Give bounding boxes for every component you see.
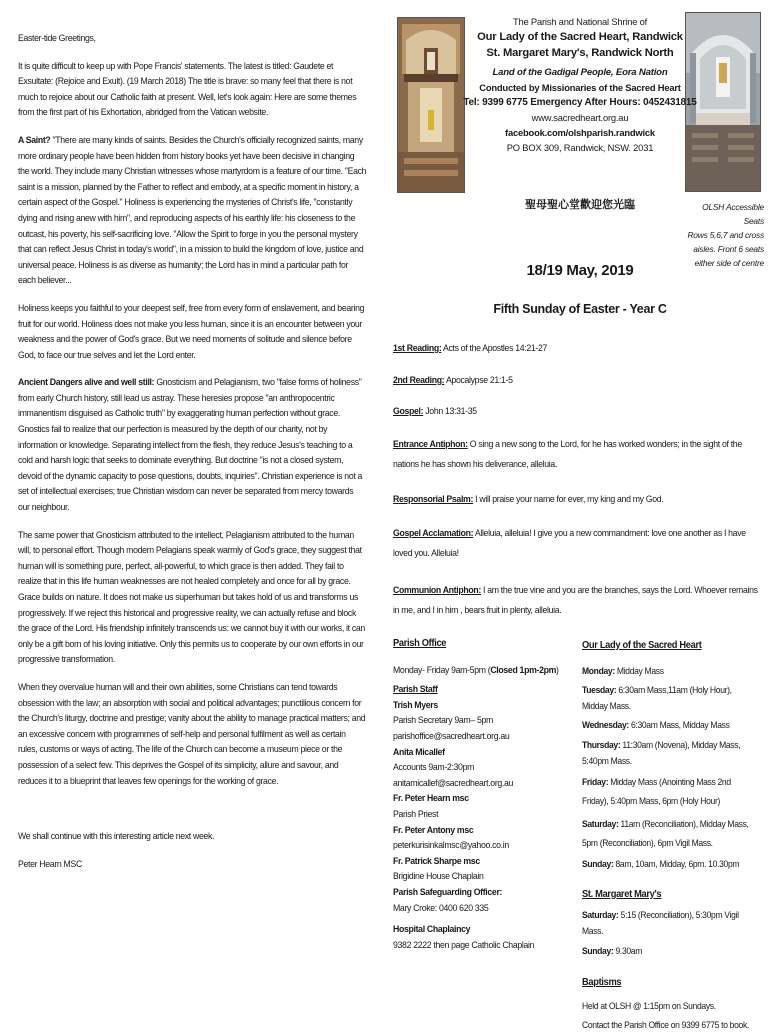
mass-detail: 9.30am [613, 945, 643, 956]
reading-label: Gospel: [393, 405, 424, 417]
office-hours-closed: Closed 1pm-2pm [490, 663, 557, 675]
staff-name: Anita Micallef [393, 745, 445, 757]
staff-name: Fr. Peter Antony msc [393, 823, 474, 835]
reading-label: Communion Antiphon: [393, 584, 481, 596]
mass-detail: 11am (Reconciliation), Midday Mass, 5pm (Reconciliation), 6pm Vigil Mass. [582, 819, 749, 849]
mass-time-row [582, 738, 751, 769]
mass-day: Tuesday: [582, 685, 617, 696]
accessible-line-1: OLSH Accessible Seats [702, 202, 764, 226]
saint-paragraph [18, 132, 367, 288]
reading-text: O sing a new song to the Lord, for he has worked wonders; in the sight of the nations he has shown his deliverance, alleluia. [393, 437, 742, 469]
power-paragraph: The same power that Gnosticism attributed to the intellect, Pelagianism attributed to the human will, to personal effort. Though modern Pelagians speak warmly of God's grace, they suggest that human will is something pure, perfect, all-powerful, to which grace is then added. They fail to realize that in this life human weaknesses are not healed completely and once for all by grace. Grace builds on nature. It does not make us superhuman but takes hold of us and transforms us progressively. If we reject this historical and progressive reality, we can actually refuse and block the grace of the Lord. His friendship infinitely transcends us: we cannot buy it with our works, it can only be a gift born of his loving initiative. Only this permits us to cooperate by our own efforts in our progressive transformation. [18, 528, 365, 665]
reading-text: Apocalypse 21:1-5 [444, 373, 513, 385]
mass-detail: 5:15 (Reconciliation), 5:30pm Vigil Mass. [582, 910, 739, 936]
staff-name: Trish Myers [393, 698, 438, 710]
mass-times-section [582, 638, 751, 1034]
mass-time-row [582, 718, 751, 734]
reading-text: Acts of the Apostles 14:21-27 [441, 342, 548, 353]
parish-header [455, 14, 705, 155]
header-smm: St. Margaret Mary's, Randwick North [486, 47, 674, 59]
intro-paragraph: It is quite difficult to keep up with Pope Francis' statements. The latest is titled: Gaudete et Exsultate: (Rejoice and Exult). (19 March 2018) The title is brave: so many feel that there is not much to rejoice about our Catholic faith at present. Well, let's look again: Here are some themes from the first part of his Exhortation, abridged from the Vatican website. [18, 59, 357, 118]
mass-day: Saturday: [582, 910, 619, 921]
mass-time-row [582, 857, 751, 873]
header-line-shrine: The Parish and National Shrine of [512, 16, 648, 27]
office-hours-suffix: ) [556, 663, 559, 675]
reading-label: Gospel Acclamation: [393, 527, 474, 539]
mass-day: Friday: [582, 777, 609, 788]
accessible-line-2: Rows 5,6,7 and cross [687, 230, 764, 240]
reading-item [393, 491, 760, 507]
bulletin-date: 18/19 May, 2019 [526, 262, 634, 279]
mass-detail: 11:30am (Novena), Midday Mass, 5:40pm Mass. [582, 739, 741, 766]
staff-entry [393, 697, 560, 744]
reading-label: 2nd Reading: [393, 373, 445, 385]
greeting: Easter-tide Greetings, [18, 32, 96, 43]
readings-list [393, 340, 760, 633]
reading-label: 1st Reading: [393, 342, 442, 353]
staff-entry [393, 822, 560, 853]
mass-detail: 6:30am Mass,11am (Holy Hour), Midday Mass. [582, 685, 732, 711]
header-pobox: PO BOX 309, Randwick, NSW. 2031 [506, 142, 654, 153]
mass-detail: Midday Mass (Anointing Mass 2nd Friday), 5:40pm Mass, 6pm (Holy Hour) [582, 777, 731, 807]
staff-detail: Parish Priest [393, 807, 439, 819]
reading-text: I will praise your name for ever, my king and my God. [473, 492, 664, 504]
reading-item [393, 372, 760, 388]
staff-detail: Brigidine House Chaplain [393, 870, 484, 882]
chinese-welcome: 聖母聖心堂歡迎您光臨 [525, 198, 635, 211]
reading-item [393, 434, 760, 474]
staff-entry [393, 853, 560, 884]
continue-note: We shall continue with this interesting article next week. [18, 830, 215, 842]
staff-detail: Parish Secretary 9am– 5pm [393, 714, 493, 726]
staff-entry [393, 884, 560, 915]
header-land: Land of the Gadigal People, Eora Nation [492, 67, 668, 78]
signoff: Peter Hearn MSC [18, 857, 82, 869]
accessible-seats-note [680, 200, 764, 270]
dangers-heading: Ancient Dangers alive and well still: [18, 376, 155, 388]
mass-day: Sunday: [582, 945, 614, 956]
accessible-line-4: either side of centre [694, 258, 764, 268]
baptisms-heading: Baptisms [582, 977, 622, 989]
staff-name: Parish Safeguarding Officer: [393, 885, 503, 897]
parish-office-section [393, 636, 560, 952]
staff-email[interactable]: parishoffice@sacredheart.org.au [393, 729, 510, 741]
mass-day: Thursday: [582, 739, 621, 750]
facebook-link[interactable]: facebook.com/olshparish.randwick [505, 127, 655, 138]
staff-detail: Mary Croke: 0400 620 335 [393, 901, 489, 913]
olsh-mass-heading: Our Lady of the Sacred Heart [582, 640, 702, 651]
mass-detail: 6:30am Mass, Midday Mass [628, 720, 730, 731]
mass-time-row [582, 773, 751, 811]
header-olsh: Our Lady of the Sacred Heart, Randwick [477, 31, 683, 43]
reading-item [393, 403, 760, 419]
baptisms-line-1: Held at OLSH @ 1:15pm on Sundays. [582, 1000, 716, 1011]
dangers-text: Gnosticism and Pelagianism, two "false forms of holiness" from early Church history, still lead us astray. These heresies propose "an anthropocentric immanentism disguised as Catholic truth" by exaggerating human perfection without grace. Gnostics fail to realize that our perfection is measured by the depth of our charity, not by information or knowledge. Separating intellect from the flesh, they reduce Jesus's teaching to a cold and harsh logic that seeks to dominate everything. But doctrine "is not a closed system, devoid of the dynamic capacity to pose questions, doubts, inquiries". Christian experience is not a set of intellectual exercises; true Christian wisdom can never be separated from mercy towards our neighbour. [18, 376, 363, 513]
staff-email[interactable]: peterkurisinkalmsc@yahoo.co.in [393, 839, 509, 851]
saint-heading: A Saint? [18, 133, 51, 145]
accessible-line-3: aisles. Front 6 seats [693, 244, 764, 254]
mass-detail: 8am, 10am, Midday, 6pm. 10.30pm [613, 859, 740, 870]
staff-detail: Accounts 9am-2:30pm [393, 761, 475, 773]
mass-detail: Midday Mass [614, 665, 664, 676]
office-hours [393, 662, 560, 678]
mass-time-row [582, 683, 751, 714]
mass-time-row [582, 944, 751, 960]
reading-item [393, 523, 760, 563]
baptisms-line-2: Contact the Parish Office on 9399 6775 to book. [582, 1020, 749, 1031]
smm-mass-heading: St. Margaret Mary's [582, 888, 662, 900]
hospital-chaplaincy-heading: Hospital Chaplaincy [393, 923, 471, 935]
mass-time-row [582, 664, 751, 680]
mass-day: Sunday: [582, 859, 614, 870]
reading-item [393, 580, 760, 620]
reading-text: I am the true vine and you are the branches, says the Lord. Whoever remains in me, and I in him , bears fruit in plenty, alleluia. [393, 584, 758, 616]
liturgical-sunday: Fifth Sunday of Easter - Year C [493, 302, 667, 316]
parish-staff-heading: Parish Staff [393, 683, 438, 695]
staff-entry [393, 744, 560, 791]
staff-name: Fr. Peter Hearn msc [393, 792, 469, 804]
saint-text: "There are many kinds of saints. Besides the Church's officially recognized saints, many more ordinary people have been hidden from history books yet have been decisive in changing the world. They include many Christian witnesses whose martyrdom is a feature of our time. "Each saint is a mission, planned by the Father to reflect and embody, at a specific moment in history, a certain aspect of the Gospel." Holiness is experiencing the mysteries of Christ's life, "constantly dying and rising anew with him", and reproducing aspects of his earthly life: his closeness to the outcast, his poverty, his self-sacrificing love. "Allow the Spirit to forge in you the personal mystery that can reflect Jesus Christ in today's world", in a mission to build the kingdom of love, justice and universal peace. Holiness is as diverse as humanity; the Lord has in mind a particular path for each believer... [18, 133, 367, 286]
header-phone: Tel: 9399 6775 Emergency After Hours: 0452431815 [463, 97, 697, 108]
reading-label: Entrance Antiphon: [393, 437, 468, 449]
reading-label: Responsorial Psalm: [393, 492, 474, 504]
website-link[interactable]: www.sacredheart.org.au [531, 112, 629, 123]
holiness-paragraph: Holiness keeps you faithful to your deepest self, free from every form of enslavement, and bearing fruit for our world. Holiness does not make you less human, since it is an encounter between your weakness and the power of God's grace. But we need moments of solitude and silence before God, to face our true selves and let the Lord enter. [18, 301, 365, 360]
mass-day: Wednesday: [582, 720, 629, 731]
header-conducted: Conducted by Missionaries of the Sacred Heart [479, 82, 681, 93]
staff-entry [393, 790, 560, 821]
reading-text: Alleluia, alleluia! I give you a new commandment: love one another as I have loved you. Alleluia! [393, 527, 746, 559]
staff-email[interactable]: anitamicallef@sacredheart.org.au [393, 776, 514, 788]
mass-time-row [582, 815, 751, 853]
hospital-chaplaincy-text: 9382 2222 then page Catholic Chaplain [393, 938, 535, 950]
mass-day: Monday: [582, 665, 615, 676]
parish-office-heading: Parish Office [393, 638, 447, 649]
mass-day: Saturday: [582, 819, 619, 830]
reading-item [393, 340, 760, 356]
mass-time-row [582, 908, 751, 939]
newsletter-article [18, 30, 367, 880]
dangers-paragraph [18, 374, 367, 514]
overvalue-paragraph: When they overvalue human will and their own abilities, some Christians can tend towards obsession with the law; an absorption with social and political advantages; punctilious concern for the Church's liturgy, doctrine and prestige; vanity about the ability to manage practical matters; and an excessive concern with programmes of self-help and personal fulfilment as well as certain rules, customs or ways of acting. The life of the Church can become a museum piece or the possession of a select few. This deprives the Gospel of its simplicity, allure and savour, and reduces it to a blueprint that leaves few openings for the working of grace. [18, 680, 366, 786]
reading-text: John 13:31-35 [423, 405, 477, 417]
office-hours-prefix: Monday- Friday 9am-5pm ( [393, 663, 491, 675]
staff-name: Fr. Patrick Sharpe msc [393, 854, 480, 866]
